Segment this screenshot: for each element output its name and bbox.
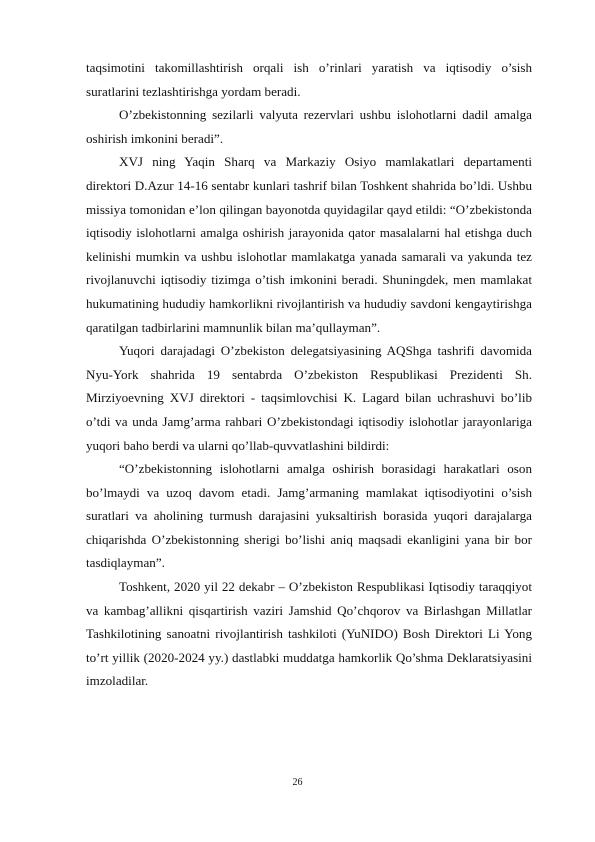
paragraph-unido-declaration: Toshkent, 2020 yil 22 dekabr – O’zbekiston Respublikasi Iqtisodiy taraqqiyot va kambag’allikni qisqartirish vaziri Jamshid Qo’chqorov va Birlashgan Millatlar Tashkilotining sanoatni rivojlantirish tashkiloti (YuNIDO) Bosh Direktori Li Yong to’rt yillik (2020-2024 yy.) dastlabki muddatga hamkorlik Qo’shma Deklaratsiyasini imzoladilar. [86, 579, 532, 689]
paragraph-currency-reserves: O’zbekistonning sezilarli valyuta rezervlari ushbu islohotlarni dadil amalga oshirish imkonini beradi”. [86, 107, 532, 146]
body-text [86, 56, 532, 693]
page-number: 26 [292, 777, 303, 788]
paragraph-imf-mission: XVJ ning Yaqin Sharq va Markaziy Osiyo mamlakatlari departamenti direktori D.Azur 14-16 sentabr kunlari tashrif bilan Toshkent shahrida bo’ldi. Ushbu missiya tomonidan e’lon qilingan bayonotda quyidagilar qayd etildi: “O’zbekistonda iqtisodiy islohotlarni amalga oshirish jarayonida qator masalalarni hal etishga duch kelinishi mumkin va ushbu islohotlar mamlakatga yanada samarali va yakunda tez rivojlanuvchi iqtisodiy tizimga o’tish imkonini beradi. Shuningdek, men mamlakat hukumatining hududiy hamkorlikni rivojlantirish va hududiy savdoni kengaytirishga qaratilgan tadbirlarini mamnunlik bilan ma’qullayman”. [86, 154, 532, 335]
paragraph-delegation-visit: Yuqori darajadagi O’zbekiston delegatsiyasining AQShga tashrifi davomida Nyu-York shahrida 19 sentabrda O’zbekiston Respublikasi Prezidenti Sh. Mirziyoevning XVJ direktori - taqsimlovchisi K. Lagard bilan uchrashuvi bo’lib o’tdi va unda Jamg’arma rahbari O’zbekistondagi iqtisodiy islohotlar jarayonlariga yuqori baho berdi va ularni qo’llab-quvvatlashini bildirdi: [86, 343, 532, 453]
paragraph-continuation: taqsimotini takomillashtirish orqali ish o’rinlari yaratish va iqtisodiy o’sish suratlarini tezlashtirishga yordam beradi. [86, 60, 532, 99]
paragraph-lagarde-quote: “O’zbekistonning islohotlarni amalga oshirish borasidagi harakatlari oson bo’lmaydi va uzoq davom etadi. Jamg’armaning mamlakat iqtisodiyotini o’sish suratlari va aholining turmush darajasini yuksaltirish borasida yuqori darajalarga chiqarishda O’zbekistonning sherigi bo’lishi aniq maqsadi ekanligini yana bir bor tasdiqlayman”. [86, 461, 532, 571]
